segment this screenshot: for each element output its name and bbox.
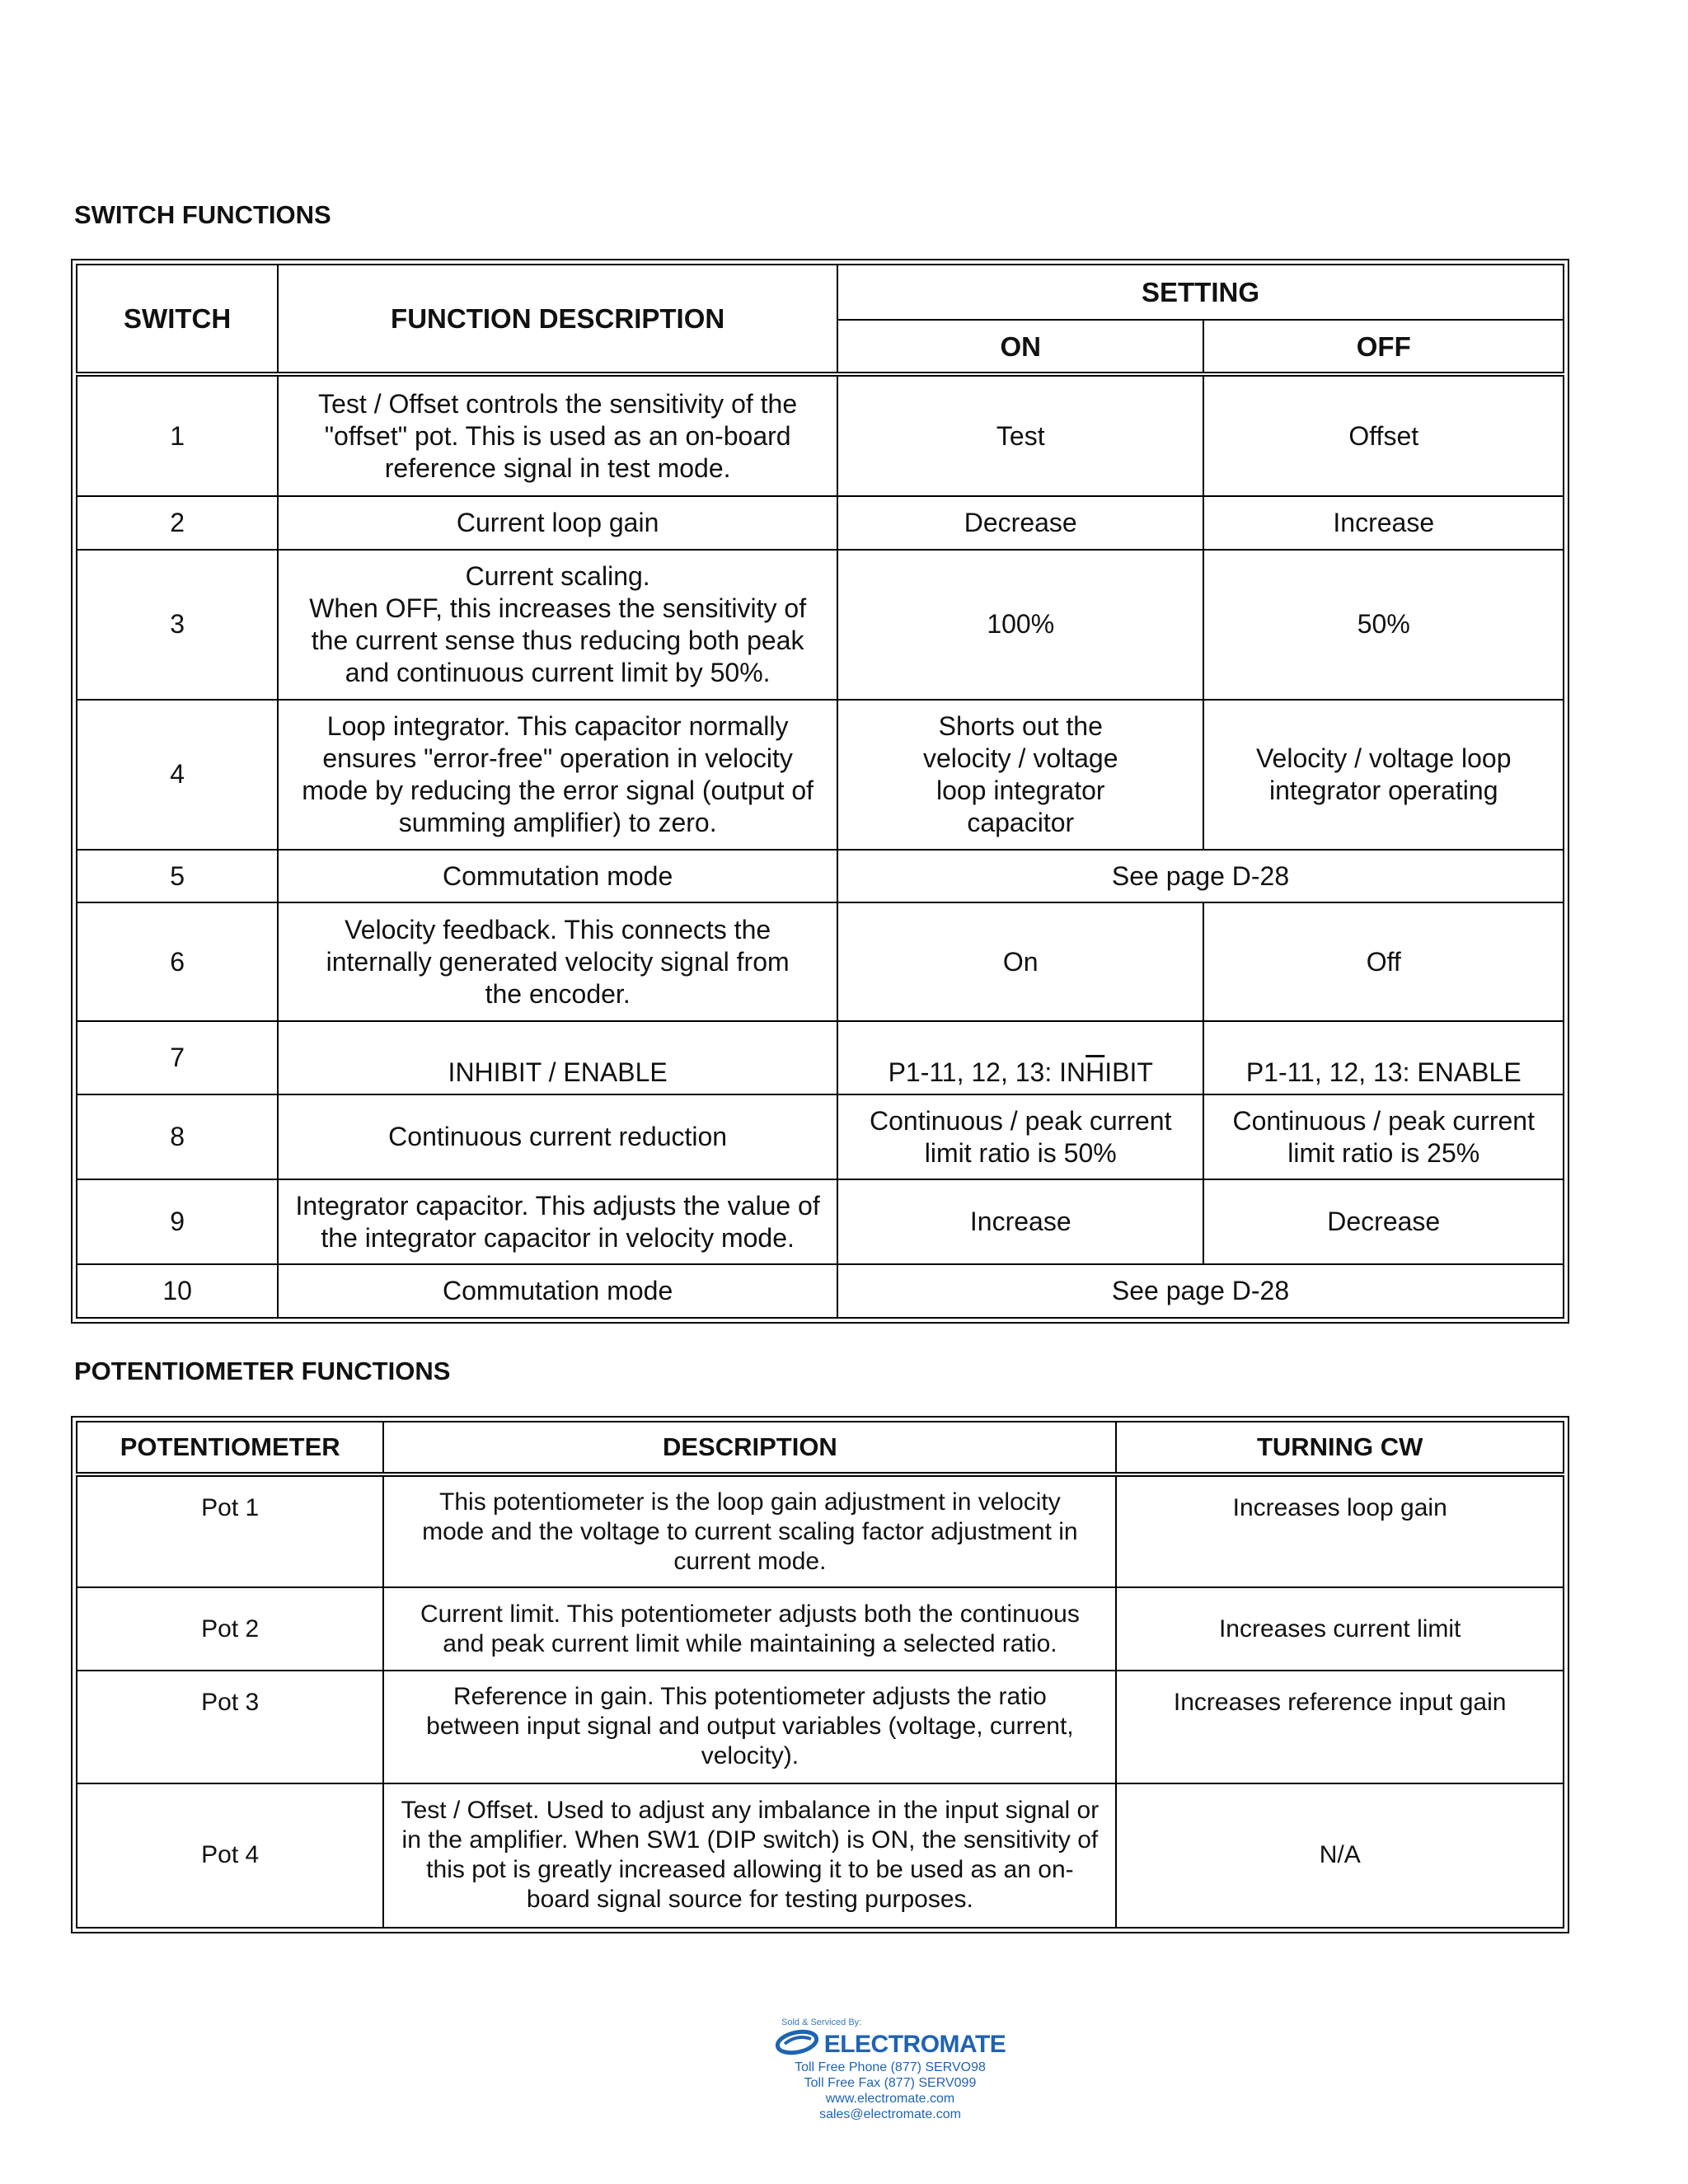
switch-description: Commutation mode [278,1264,837,1318]
on-setting-prefix: P1-11, 12, 13: IN [888,1057,1086,1087]
brand-name: ELECTROMATE [823,2030,1006,2058]
table-row [77,550,1564,700]
switch-functions-table [76,264,1564,1319]
on-setting-suffix: IBIT [1104,1057,1153,1087]
switch-number: 8 [77,1094,278,1179]
switch-description: Commutation mode [278,850,837,903]
table-row [77,902,1564,1021]
switch-number: 3 [77,550,278,700]
header-switch: SWITCH [77,265,278,374]
table-row [77,1474,1564,1587]
switch-number: 6 [77,902,278,1021]
switch-off-setting: Offset [1203,374,1564,496]
switch-description [278,550,837,700]
switch-description: INHIBIT / ENABLE [278,1021,837,1094]
header-off: OFF [1203,320,1564,375]
switch-setting-span: See page D-28 [837,850,1564,903]
table-row [77,700,1564,850]
switch-description: Integrator capacitor. This adjusts the value of the integrator capacitor in velocity mode. [278,1179,837,1264]
switch-number: 1 [77,374,278,496]
switch-number: 9 [77,1179,278,1264]
switch-off-setting: 50% [1203,550,1564,700]
potentiometer-functions-title: POTENTIOMETER FUNCTIONS [74,1357,451,1385]
table-row [77,850,1564,903]
pot-turning-cw: Increases loop gain [1116,1474,1564,1587]
switch-on-setting: Increase [837,1179,1203,1264]
header-setting: SETTING [837,265,1564,320]
switch-off-setting: Decrease [1203,1179,1564,1264]
footer-distributor-block [725,2018,1055,2122]
switch-on-setting: Continuous / peak current limit ratio is 50% [837,1094,1203,1179]
switch-on-setting [837,1021,1203,1094]
switch-off-setting: Off [1203,902,1564,1021]
pot-description: Test / Offset. Used to adjust any imbalance in the input signal or in the amplifier. When SW1 (DIP switch) is ON, the sensitivity of this pot is greatly increased allowing it to be used as an on-board signal source for testing purposes. [383,1783,1116,1928]
switch-description: Continuous current reduction [278,1094,837,1179]
toll-free-phone: Toll Free Phone (877) SERVO98 [795,2060,986,2074]
table-row [77,1783,1564,1928]
header-description: DESCRIPTION [383,1422,1116,1474]
switch-number: 2 [77,496,278,550]
pot-turning-cw: Increases current limit [1116,1587,1564,1671]
inhibit-overbar-letter: $\overline{H}$ [1085,1057,1105,1087]
switch-on-setting: Test [837,374,1203,496]
switch-off-setting: P1-11, 12, 13: ENABLE [1203,1021,1564,1094]
potentiometer-functions-table [76,1421,1564,1929]
switch-off-setting: Increase [1203,496,1564,550]
table-row [77,374,1564,496]
switch-off-setting: Velocity / voltage loop integrator operating [1203,700,1564,850]
switch-number: 10 [77,1264,278,1318]
switch-on-setting: Shorts out the velocity / voltage loop integrator capacitor [837,700,1203,850]
table-row [77,1021,1564,1094]
switch-number: 7 [77,1021,278,1094]
brand-row [725,2029,1055,2060]
switch-on-setting: On [837,902,1203,1021]
switch-description: Loop integrator. This capacitor normally ensures "error-free" operation in velocity mode by reducing the error signal (output of summing amplifier) to zero. [278,700,837,850]
switch-functions-title: SWITCH FUNCTIONS [74,200,331,229]
email-link[interactable]: sales@electromate.com [819,2107,961,2121]
table-row [77,1094,1564,1179]
pot-name: Pot 3 [77,1671,383,1783]
electromate-logo-icon [775,2029,819,2060]
switch-setting-span: See page D-28 [837,1264,1564,1318]
switch-table-frame [71,259,1569,1324]
switch-number: 4 [77,700,278,850]
switch-on-setting: 100% [837,550,1203,700]
description-line: Current scaling. [465,560,650,591]
header-potentiometer: POTENTIOMETER [77,1422,383,1474]
pot-name: Pot 2 [77,1587,383,1671]
potentiometer-table-frame [71,1416,1569,1933]
header-function-description: FUNCTION DESCRIPTION [278,265,837,374]
pot-turning-cw: Increases reference input gain [1116,1671,1564,1783]
website-link[interactable]: www.electromate.com [825,2092,955,2106]
pot-turning-cw: N/A [1116,1783,1564,1928]
header-turning-cw: TURNING CW [1116,1422,1564,1474]
switch-on-setting: Decrease [837,496,1203,550]
switch-description: Current loop gain [278,496,837,550]
pot-description: Reference in gain. This potentiometer adjusts the ratio between input signal and output variables (voltage, current, velocity). [383,1671,1116,1783]
pot-description: Current limit. This potentiometer adjusts both the continuous and peak current limit while maintaining a selected ratio. [383,1587,1116,1671]
switch-off-setting: Continuous / peak current limit ratio is 25% [1203,1094,1564,1179]
toll-free-fax: Toll Free Fax (877) SERV099 [804,2076,977,2090]
pot-description: This potentiometer is the loop gain adjustment in velocity mode and the voltage to current scaling factor adjustment in current mode. [383,1474,1116,1587]
description-text: When OFF, this increases the sensitivity of the current sense thus reducing both peak and continuous current limit by 50%. [309,593,807,687]
table-row [77,1264,1564,1318]
header-on: ON [837,320,1203,375]
switch-description: Test / Offset controls the sensitivity of the "offset" pot. This is used as an on-board reference signal in test mode. [278,374,837,496]
table-row [77,1179,1564,1264]
pot-name: Pot 4 [77,1783,383,1928]
sold-by-label: Sold & Serviced By: [781,2018,862,2027]
pot-name: Pot 1 [77,1474,383,1587]
table-row [77,496,1564,550]
table-row [77,1587,1564,1671]
table-row [77,1671,1564,1783]
switch-description: Velocity feedback. This connects the internally generated velocity signal from the encoder. [278,902,837,1021]
switch-number: 5 [77,850,278,903]
